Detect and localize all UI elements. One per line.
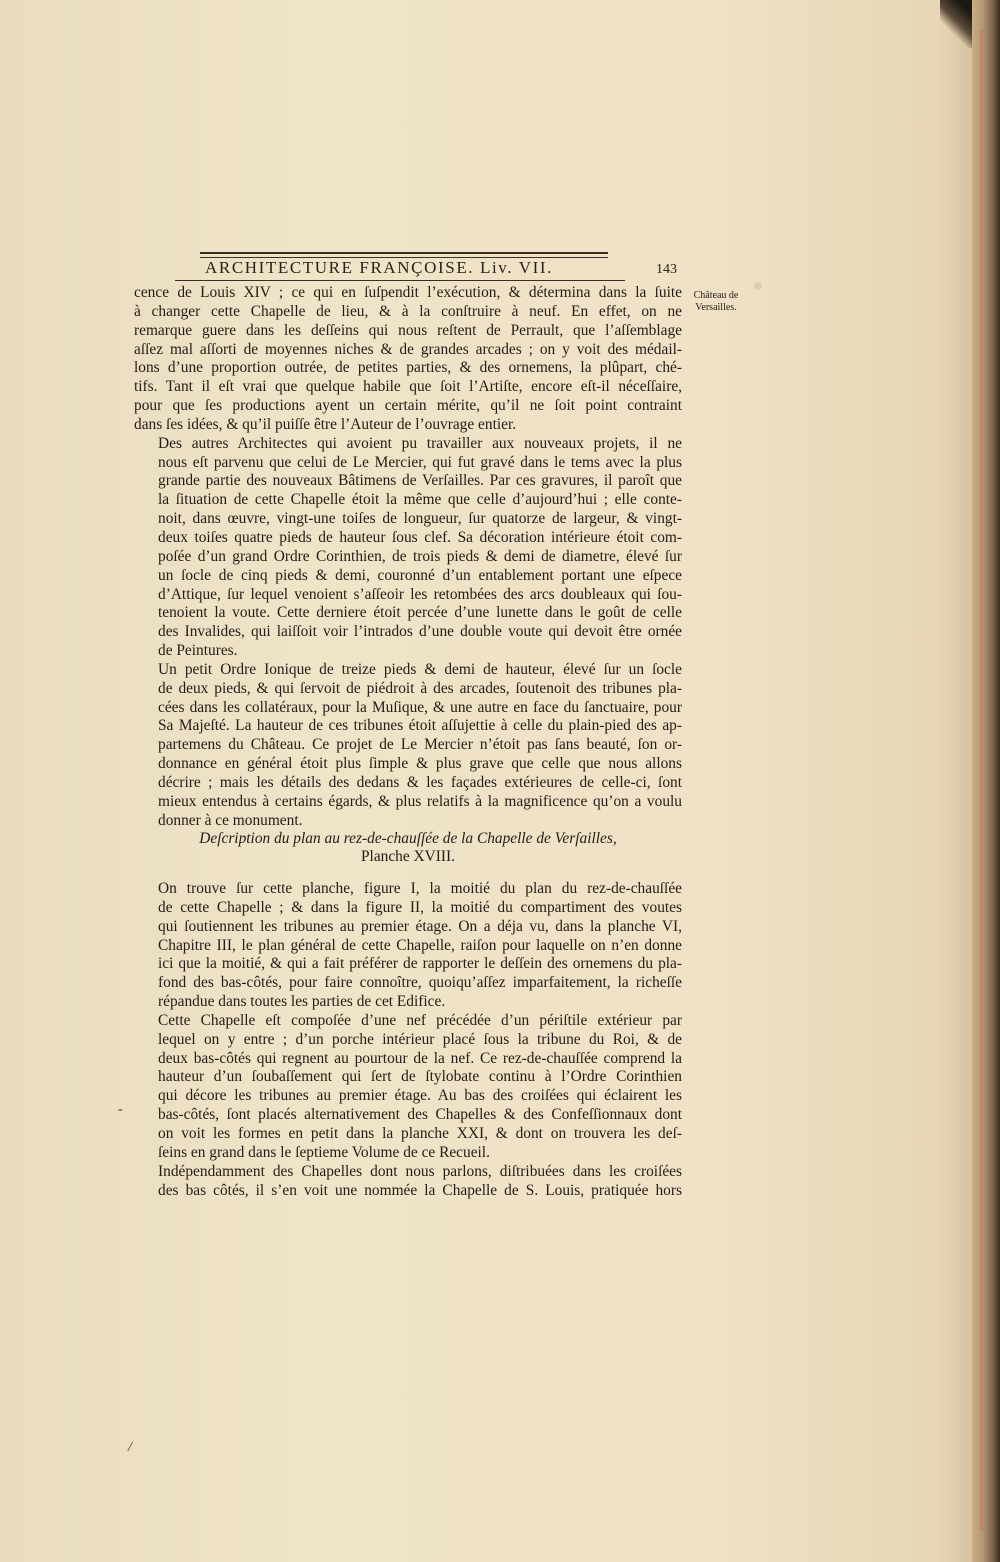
text-line: des Invalides, qui laiſſoit voir l’intrados d’une double voute qui devoit être ornée [158,623,682,641]
red-edge-line [980,30,983,1530]
marginal-note-line: Versailles. [695,302,737,313]
text-line: cence de Louis XIV ; ce qui en ſuſpendit l’exécution, & détermina dans la ſuite [134,284,682,301]
paragraph [134,435,682,661]
text-line: donnance en général étoit plus ſimple & plus grave que celle que nous allons [158,755,682,773]
text-line: grande partie des nouveaux Bâtimens de Verſailles. Par ces gravures, il paroît que [158,472,682,490]
section-heading-title: Deſcription du plan au rez-de-chauſſée de la Chapelle de Verſailles, [199,830,617,847]
text-line: partemens du Château. Ce projet de Le Mercier n’étoit pas ſans beauté, ſon or- [158,736,682,754]
book-spine-edge [972,0,1000,1562]
running-head: ARCHITECTURE FRANÇOISE. Liv. VII. [205,258,553,277]
text-line: On trouve ſur cette planche, figure I, la moitié du plan du rez-de-chauſſée [158,880,682,897]
text-line: aſſez mal aſſorti de moyennes niches & de grandes arcades ; on y voit des médail- [134,340,682,358]
text-line: répandue dans toutes les parties de cet Edifice. [158,993,446,1011]
text-line: Sa Majeſté. La hauteur de ces tribunes étoit aſſujettie à celle du plain-pied des ap- [158,717,682,735]
text-line: ici que la moitié, & qui a fait préférer de rapporter le deſſein des ornemens du pla- [158,955,682,973]
text-line: décrire ; mais les détails des dedans & les façades extérieures de celle-ci, ſont [158,773,682,791]
text-line: tenoient la voute. Cette derniere étoit percée d’une lunette dans le goût de celle [158,604,682,622]
text-line: pour que ſes productions ayent un certain mérite, qu’il ne ſoit point contraint [134,397,682,415]
paragraph [134,284,682,435]
stray-pencil-mark: / [128,1440,132,1455]
text-line: deux toiſes quatre pieds de hauteur ſous clef. Sa décoration intérieure étoit com- [158,528,682,546]
marginal-note [680,290,752,314]
text-line: cées dans les collatéraux, pour la Muſique, & une autre en face du ſanctuaire, pour [158,698,682,716]
text-line: la ſituation de cette Chapelle étoit la même que celle d’aujourd’hui ; elle conte- [158,491,682,509]
text-line: fond des bas-côtés, pour faire connoître, quoiqu’aſſez imparfaitement, la richeſſe [158,974,682,992]
stray-dash-mark: - [118,1102,123,1117]
header-rule-top [200,252,608,254]
paragraph [134,661,682,831]
text-line: de deux pieds, & qui ſervoit de piédroit à des arcades, ſoutenoit des tribunes pla- [158,679,682,697]
text-line: nous eſt parvenu que celui de Le Mercier, qui fut gravé dans le tems avec la plus [158,453,682,471]
body-text-section-1 [134,284,682,830]
text-line: mieux entendus à certains égards, & plus relatifs à la magnificence qu’on a voulu [158,792,682,810]
marginal-note-line: Château de [693,290,739,301]
text-line: lequel on y entre ; d’un porche intérieur placé ſous la tribune du Roi, & de [158,1030,682,1048]
paragraph [134,1012,682,1163]
text-line: Chapitre III, le plan général de cette Chapelle, raiſon pour laquelle on n’en donne [158,936,682,954]
text-line: de Peintures. [158,642,238,660]
text-line: qui décore les tribunes au premier étage. Au bas des croiſées qui éclairent les [158,1087,682,1105]
text-line: de cette Chapelle ; & dans la figure II, la moitié du compartiment des voutes [158,898,682,916]
paragraph [134,1163,682,1201]
text-line: qui ſoutiennent les tribunes au premier étage. On a déja vu, dans la planche VI, [158,917,682,935]
text-line: Cette Chapelle eſt compoſée d’une nef précédée d’un périſtile extérieur par [158,1011,682,1029]
text-line: lons d’une proportion outrée, de petites parties, & des ornemens, la plûpart, ché- [134,359,682,377]
text-line: remarque guere dans les deſſeins qui nous reſtent de Perrault, que l’aſſemblage [134,321,682,339]
text-line: Un petit Ordre Ionique de treize pieds & demi de hauteur, élevé ſur un ſocle [158,660,682,678]
body-text-section-2 [134,880,682,1200]
text-line: dans ſes idées, & qu’il puiſſe être l’Auteur de l’ouvrage entier. [134,415,517,433]
header-rule-bottom [175,280,625,281]
section-heading [134,830,682,866]
text-line: bas-côtés, ſont placés alternativement des Chapelles & des Confeſſionnaux dont [158,1106,682,1124]
text-line: hauteur d’un ſoubaſſement qui ſert de ſtylobate continu à l’Ordre Corinthien [158,1068,682,1086]
text-line: Indépendamment des Chapelles dont nous parlons, diſtribuées dans les croiſées [158,1162,682,1180]
text-line: ſeins en grand dans le ſeptieme Volume de ce Recueil. [158,1143,490,1161]
text-line: on voit les formes en petit dans la planche XXI, & dont on trouvera les deſ- [158,1124,682,1142]
text-line: Des autres Architectes qui avoient pu travailler aux nouveaux projets, il ne [158,434,682,452]
text-line: à changer cette Chapelle de lieu, & à la conſtruire à neuf. En effet, on ne [134,302,682,320]
page-number: 143 [656,262,677,277]
text-line: donner à ce monument. [158,811,303,829]
text-line: tifs. Tant il eſt vrai que quelque habile que ſoit l’Artiſte, encore eſt-il néceſſaire, [134,378,682,396]
section-heading-plate: Planche XVIII. [360,848,456,865]
ink-spot [754,282,762,290]
text-line: deux bas-côtés qui regnent au pourtour de la nef. Ce rez-de-chauſſée comprend la [158,1049,682,1067]
text-line: noit, dans œuvre, vingt-une toiſes de longueur, ſur quatorze de largeur, & vingt- [158,510,682,528]
text-line: d’Attique, ſur lequel venoient s’aſſeoir les retombées des arcs doubleaux qui ſou- [158,585,682,603]
text-line: un ſocle de cinq pieds & demi, couronné d’un entablement portant une eſpece [158,566,682,584]
text-line: des bas côtés, il s’en voit une nommée la Chapelle de S. Louis, pratiquée hors [158,1181,682,1199]
text-line: poſée d’un grand Ordre Corinthien, de trois pieds & demi de diametre, élevé ſur [158,547,682,565]
paragraph [134,880,682,1012]
